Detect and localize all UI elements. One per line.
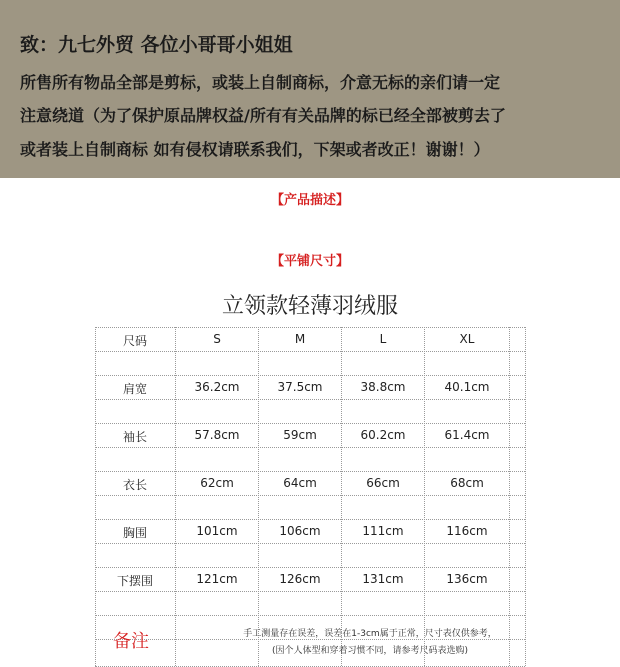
table-rule [95,423,525,424]
measurement-label: 衣长 [122,478,147,492]
table-rule [95,351,525,352]
measurement-value: 68cm [450,476,484,490]
measurement-label: 胸围 [122,526,147,540]
measurement-value: 126cm [279,572,321,586]
measurement-value: 37.5cm [277,380,323,394]
disclaimer-line: 注意绕道（为了保护原品牌权益/所有有关品牌的标已经全部被剪去了 [20,106,506,125]
table-rule [95,375,525,376]
table-rule [95,399,525,400]
size-header-cell: S [213,332,221,346]
measurement-label: 肩宽 [122,382,147,396]
table-rule [95,327,525,328]
table-column-rule [258,327,259,666]
table-rule [95,567,525,568]
measurement-value: 121cm [196,572,238,586]
disclaimer-line: 或者装上自制商标 如有侵权请联系我们，下架或者改正！谢谢！） [20,140,490,159]
flat-size-heading: 【平铺尺寸】 [270,254,349,269]
measurement-label: 袖长 [122,430,147,444]
measurement-value: 59cm [283,428,317,442]
size-header-cell: 尺码 [122,334,147,348]
remark-text: 手工测量存在误差，误差在1-3cm属于正常，尺寸表仅供参考， [243,629,497,639]
remark-label: 备注 [113,631,149,652]
measurement-value: 111cm [362,524,404,538]
table-rule [95,615,525,616]
size-header-cell: XL [459,332,475,346]
table-column-rule [95,327,96,666]
measurement-value: 101cm [196,524,238,538]
measurement-value: 36.2cm [194,380,240,394]
table-rule [95,519,525,520]
table-rule [95,447,525,448]
disclaimer-banner [0,0,620,178]
size-table-title: 立领款轻薄羽绒服 [221,294,398,319]
table-column-rule [424,327,425,666]
disclaimer-greeting: 致：九七外贸 各位小哥哥小姐姐 [20,34,293,56]
measurement-value: 106cm [279,524,321,538]
table-column-rule [341,327,342,666]
measurement-value: 66cm [366,476,400,490]
table-rule [95,495,525,496]
table-rule [95,471,525,472]
table-rule [95,639,525,640]
table-column-rule [175,327,176,666]
measurement-value: 60.2cm [360,428,406,442]
size-header-cell: L [379,332,387,346]
disclaimer-line: 所售所有物品全部是剪标，或装上自制商标，介意无标的亲们请一定 [20,73,501,92]
measurement-value: 61.4cm [444,428,490,442]
table-rule [95,543,525,544]
table-column-rule [525,327,526,666]
measurement-value: 57.8cm [194,428,240,442]
table-rule [95,591,525,592]
measurement-value: 136cm [446,572,488,586]
measurement-value: 131cm [362,572,404,586]
measurement-value: 64cm [283,476,317,490]
measurement-value: 116cm [446,524,488,538]
size-header-cell: M [294,332,306,346]
product-description-heading: 【产品描述】 [270,193,349,208]
measurement-value: 62cm [200,476,234,490]
measurement-value: 38.8cm [360,380,406,394]
size-table [95,327,525,666]
measurement-value: 40.1cm [444,380,490,394]
measurement-label: 下摆围 [116,574,153,588]
remark-text: (因个人体型和穿着习惯不同，请参考尺码表选购) [271,646,469,656]
table-column-rule [509,327,510,666]
